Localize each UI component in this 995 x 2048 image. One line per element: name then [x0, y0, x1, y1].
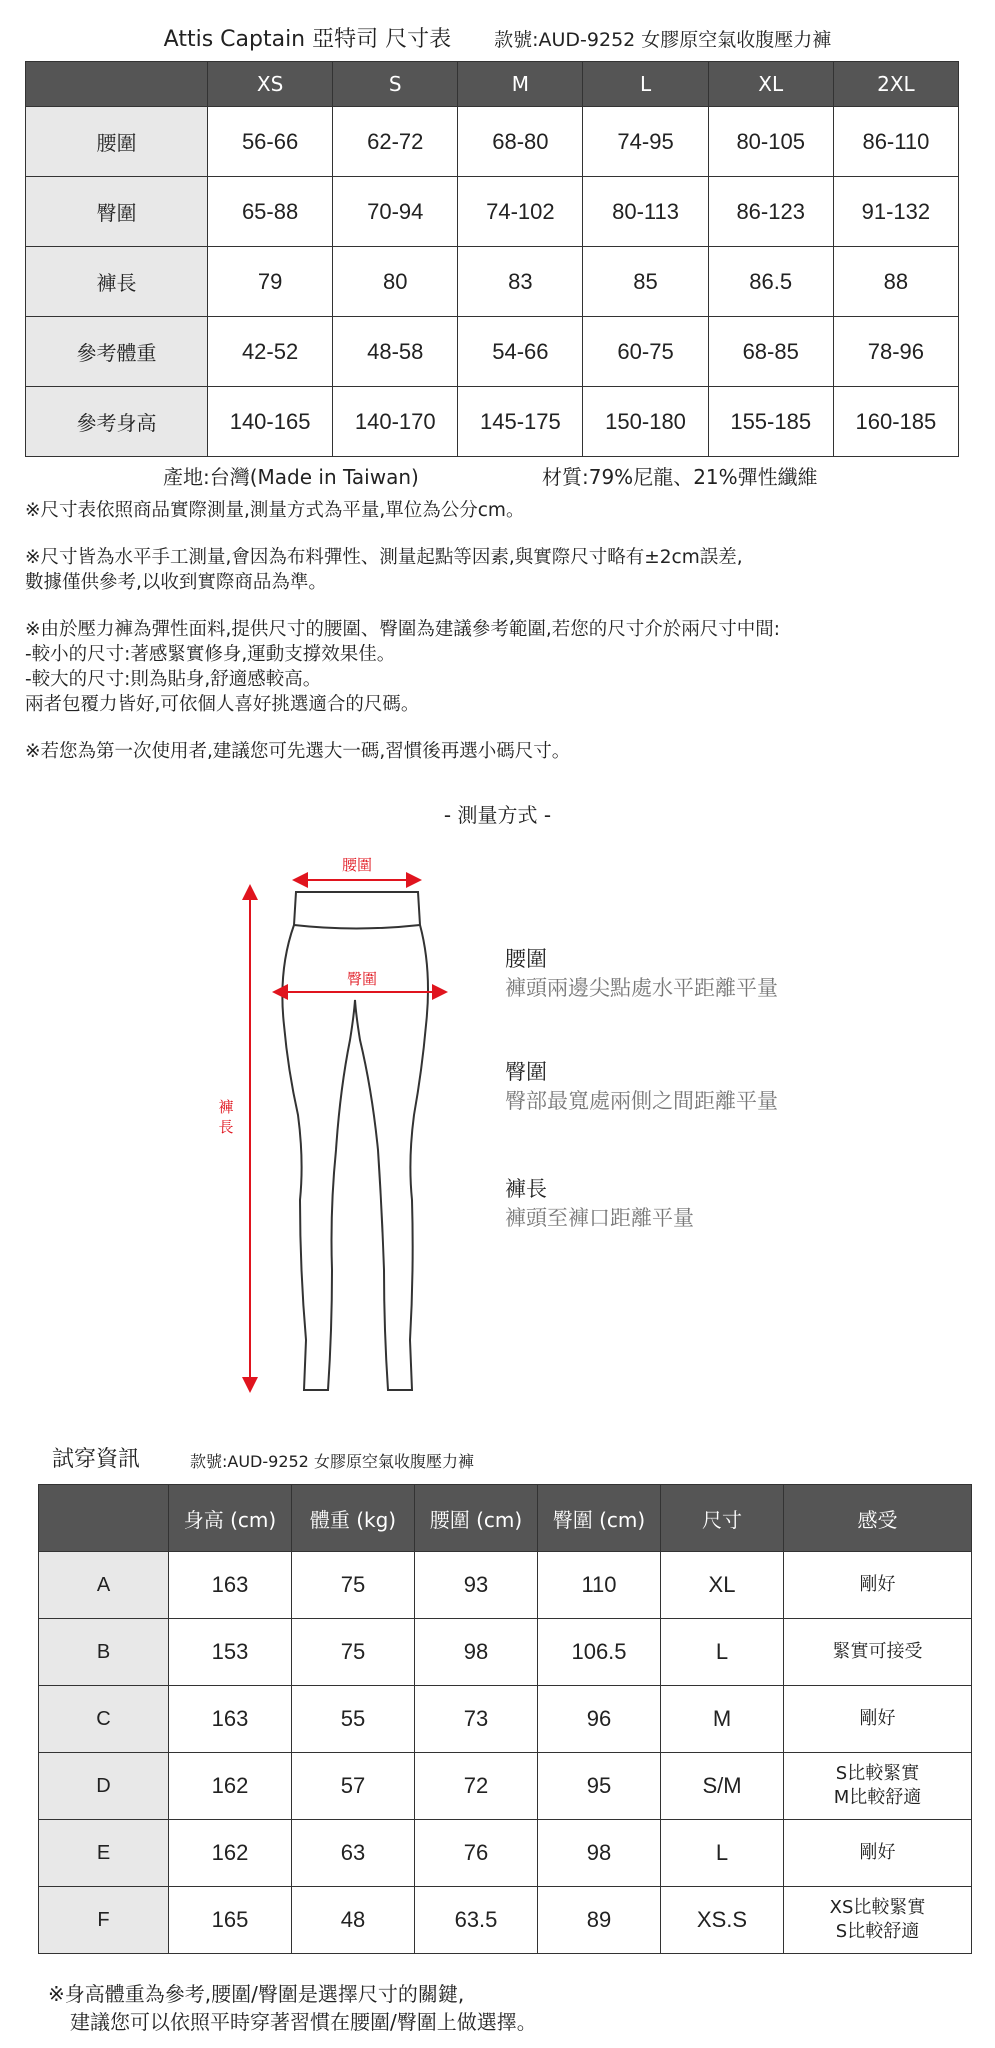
footnote-line: 建議您可以依照平時穿著習慣在腰圍/臀圍上做選擇。: [70, 2010, 537, 2034]
leggings-diagram: [200, 850, 460, 1400]
trial-row: [39, 1686, 972, 1753]
trial-cell-height: 163: [169, 1686, 292, 1753]
trial-cell-id: C: [39, 1686, 169, 1753]
trial-cell-waist: 76: [415, 1820, 538, 1887]
size-corner: [26, 62, 208, 107]
size-header: M: [458, 62, 583, 107]
trial-row: [39, 1619, 972, 1686]
waistband-line: [294, 925, 420, 929]
size-cell: 83: [458, 247, 583, 317]
trial-header: 尺寸: [661, 1485, 784, 1552]
trial-header-row: [39, 1485, 972, 1552]
trial-cell-feel: 剛好: [784, 1686, 972, 1753]
note: ※若您為第一次使用者,建議您可先選大一碼,習慣後再選小碼尺寸。: [25, 741, 571, 762]
note: ※尺寸表依照商品實際測量,測量方式為平量,單位為公分cm。: [25, 500, 525, 521]
trial-product-code: 款號:AUD-9252 女膠原空氣收腹壓力褲: [190, 1452, 474, 1471]
length-label-2: 長: [218, 1118, 234, 1136]
measurement-title: - 測量方式 -: [443, 803, 552, 827]
trial-cell-hip: 95: [538, 1753, 661, 1820]
size-header: S: [333, 62, 458, 107]
size-header: 2XL: [833, 62, 958, 107]
size-cell: 70-94: [333, 177, 458, 247]
trial-table: [38, 1484, 972, 1954]
trial-cell-hip: 110: [538, 1552, 661, 1619]
trial-row: [39, 1887, 972, 1954]
trial-cell-weight: 57: [292, 1753, 415, 1820]
brand-title: Attis Captain 亞特司 尺寸表: [163, 27, 452, 52]
size-cell: 74-102: [458, 177, 583, 247]
size-row-label: 腰圍: [26, 107, 208, 177]
trial-row: [39, 1753, 972, 1820]
size-table: [25, 61, 959, 457]
trial-cell-feel: 剛好: [784, 1552, 972, 1619]
legend-desc: 褲頭兩邊尖點處水平距離平量: [505, 976, 778, 1000]
trial-cell-feel: XS比較緊實 S比較舒適: [784, 1887, 972, 1954]
size-cell: 80: [333, 247, 458, 317]
trial-cell-id: B: [39, 1619, 169, 1686]
size-cell: 42-52: [208, 317, 333, 387]
trial-cell-hip: 89: [538, 1887, 661, 1954]
trial-cell-weight: 48: [292, 1887, 415, 1954]
size-cell: 48-58: [333, 317, 458, 387]
size-row: [26, 387, 959, 457]
size-header-row: [26, 62, 959, 107]
trial-header: 感受: [784, 1485, 972, 1552]
note: ※尺寸皆為水平手工測量,會因為布料彈性、測量起點等因素,與實際尺寸略有±2cm誤差, 數據僅供參考,以收到實際商品為準。: [25, 547, 743, 593]
trial-cell-weight: 63: [292, 1820, 415, 1887]
size-header: L: [583, 62, 708, 107]
trial-cell-feel: 剛好: [784, 1820, 972, 1887]
note: ※由於壓力褲為彈性面料,提供尺寸的腰圍、臀圍為建議參考範圍,若您的尺寸介於兩尺寸中間: -較小的尺寸:著感緊實修身,運動支撐效果佳。 -較大的尺寸:則為貼身,舒適感較高。 兩者包覆力皆好,可依個人喜好挑選適合的尺碼。: [25, 619, 780, 715]
hip-label: 臀圍: [346, 970, 378, 988]
origin-text: 產地:台灣(Made in Taiwan): [163, 465, 419, 489]
size-cell: 79: [208, 247, 333, 317]
size-cell: 60-75: [583, 317, 708, 387]
trial-cell-hip: 106.5: [538, 1619, 661, 1686]
size-header: XL: [708, 62, 833, 107]
size-cell: 86-110: [833, 107, 958, 177]
size-row: [26, 247, 959, 317]
trial-cell-height: 153: [169, 1619, 292, 1686]
length-label-1: 褲: [218, 1098, 234, 1116]
size-row: [26, 177, 959, 247]
trial-header: 體重 (kg): [292, 1485, 415, 1552]
size-cell: 54-66: [458, 317, 583, 387]
size-cell: 88: [833, 247, 958, 317]
trial-cell-size: S/M: [661, 1753, 784, 1820]
size-cell: 145-175: [458, 387, 583, 457]
trial-cell-feel: S比較緊實 M比較舒適: [784, 1753, 972, 1820]
footnote: [48, 1980, 537, 2036]
legend-desc: 臀部最寬處兩側之間距離平量: [505, 1089, 778, 1113]
trial-cell-id: F: [39, 1887, 169, 1954]
trial-cell-waist: 73: [415, 1686, 538, 1753]
size-cell: 65-88: [208, 177, 333, 247]
waist-label: 腰圍: [341, 856, 373, 874]
legend-name: 臀圍: [505, 1060, 547, 1084]
size-cell: 140-170: [333, 387, 458, 457]
size-cell: 150-180: [583, 387, 708, 457]
size-cell: 74-95: [583, 107, 708, 177]
size-cell: 68-85: [708, 317, 833, 387]
trial-cell-height: 162: [169, 1820, 292, 1887]
trial-cell-feel: 緊實可接受: [784, 1619, 972, 1686]
trial-row: [39, 1552, 972, 1619]
footnote-line: ※身高體重為參考,腰圍/臀圍是選擇尺寸的關鍵,: [48, 1982, 465, 2006]
page-title: [0, 22, 995, 53]
trial-header: [39, 1485, 169, 1552]
size-cell: 140-165: [208, 387, 333, 457]
leggings-outline: [282, 892, 428, 1390]
size-row-label: 褲長: [26, 247, 208, 317]
trial-cell-weight: 55: [292, 1686, 415, 1753]
trial-cell-weight: 75: [292, 1619, 415, 1686]
trial-header: 身高 (cm): [169, 1485, 292, 1552]
size-cell: 86-123: [708, 177, 833, 247]
size-row: [26, 317, 959, 387]
trial-cell-id: D: [39, 1753, 169, 1820]
trial-cell-height: 165: [169, 1887, 292, 1954]
size-cell: 155-185: [708, 387, 833, 457]
trial-cell-waist: 98: [415, 1619, 538, 1686]
trial-header: 臀圍 (cm): [538, 1485, 661, 1552]
notes-block: [25, 498, 965, 786]
size-cell: 78-96: [833, 317, 958, 387]
trial-cell-height: 163: [169, 1552, 292, 1619]
trial-cell-weight: 75: [292, 1552, 415, 1619]
trial-cell-waist: 72: [415, 1753, 538, 1820]
product-code: 款號:AUD-9252 女膠原空氣收腹壓力褲: [494, 29, 832, 51]
material-text: 材質:79%尼龍、21%彈性纖維: [542, 465, 818, 489]
trial-cell-size: XL: [661, 1552, 784, 1619]
legend-desc: 褲頭至褲口距離平量: [505, 1206, 694, 1230]
legend-length: [505, 1175, 694, 1233]
size-cell: 160-185: [833, 387, 958, 457]
size-cell: 56-66: [208, 107, 333, 177]
trial-cell-waist: 63.5: [415, 1887, 538, 1954]
size-row-label: 參考體重: [26, 317, 208, 387]
size-header: XS: [208, 62, 333, 107]
size-cell: 68-80: [458, 107, 583, 177]
size-cell: 85: [583, 247, 708, 317]
legend-waist: [505, 945, 778, 1003]
size-row-label: 臀圍: [26, 177, 208, 247]
trial-cell-height: 162: [169, 1753, 292, 1820]
size-cell: 91-132: [833, 177, 958, 247]
trial-cell-id: E: [39, 1820, 169, 1887]
trial-cell-size: L: [661, 1619, 784, 1686]
trial-cell-waist: 93: [415, 1552, 538, 1619]
trial-header: 腰圍 (cm): [415, 1485, 538, 1552]
trial-title: 試穿資訊: [52, 1447, 141, 1472]
size-cell: 62-72: [333, 107, 458, 177]
trial-row: [39, 1820, 972, 1887]
size-cell: 80-113: [583, 177, 708, 247]
trial-cell-size: L: [661, 1820, 784, 1887]
size-row: [26, 107, 959, 177]
trial-cell-hip: 96: [538, 1686, 661, 1753]
trial-cell-id: A: [39, 1552, 169, 1619]
trial-cell-size: M: [661, 1686, 784, 1753]
size-cell: 80-105: [708, 107, 833, 177]
trial-cell-size: XS.S: [661, 1887, 784, 1954]
legend-name: 褲長: [505, 1177, 547, 1201]
legend-name: 腰圍: [505, 947, 547, 971]
size-row-label: 參考身高: [26, 387, 208, 457]
legend-hip: [505, 1058, 778, 1116]
size-cell: 86.5: [708, 247, 833, 317]
trial-cell-hip: 98: [538, 1820, 661, 1887]
